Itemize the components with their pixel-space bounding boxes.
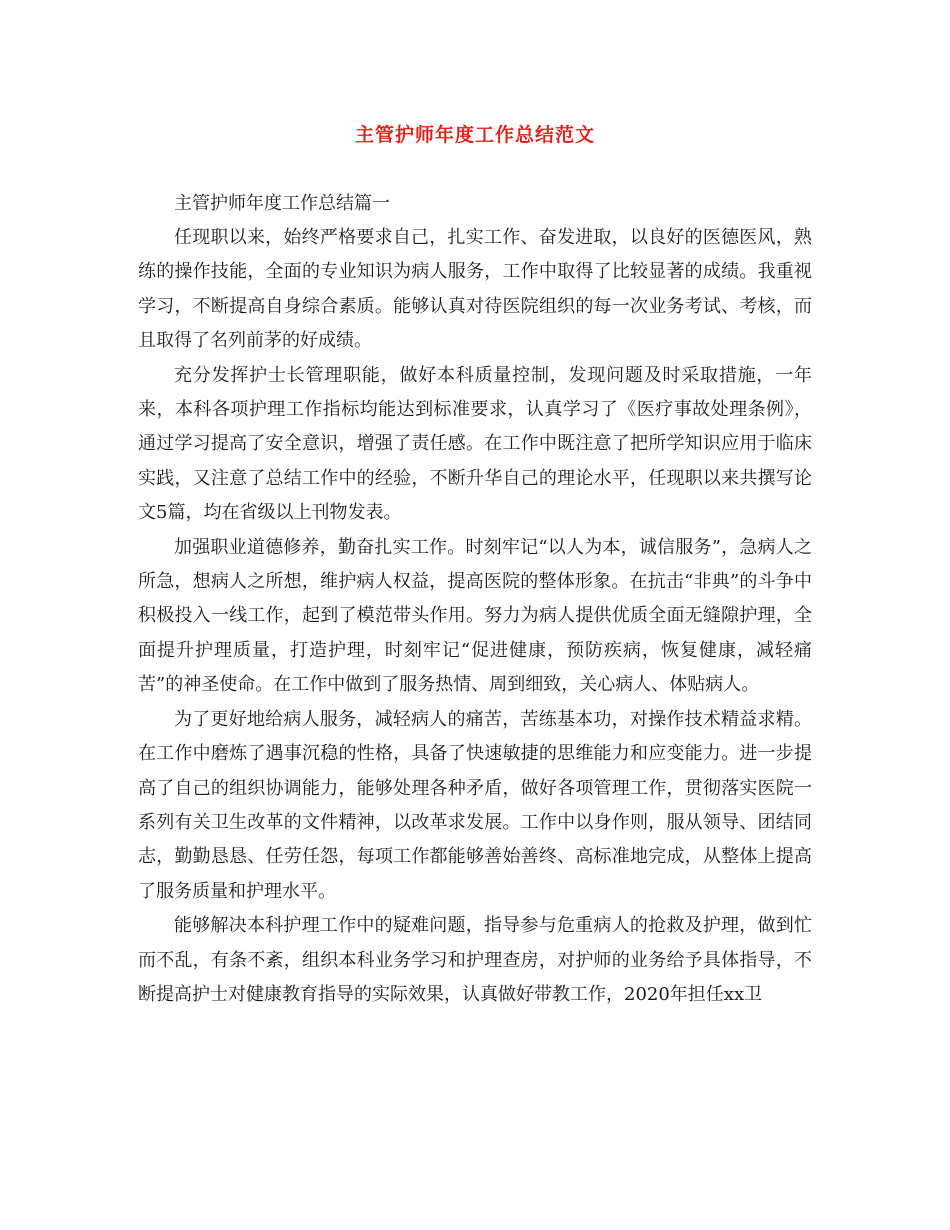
paragraph-4: 为了更好地给病人服务，减轻病人的痛苦，苦练基本功，对操作技术精益求精。在工作中磨炼了遇事沉稳的性格，具备了快速敏捷的思维能力和应变能力。进一步提高了自己的组织协调能力，能够处理各种矛盾，做好各项管理工作，贯彻落实医院一系列有关卫生改革的文件精神，以改革求发展。工作中以身作则，服从领导、团结同志，勤勤恳恳、任劳任怨，每项工作都能够善始善终、高标准地完成，从整体上提高了服务质量和护理水平。: [138, 708, 812, 902]
paragraph-2: 充分发挥护士长管理职能，做好本科质量控制，发现问题及时采取措施，一年来，本科各项护理工作指标均能达到标准要求，认真学习了《医疗事故处理条例》，通过学习提高了安全意识，增强了责任感。在工作中既注意了把所学知识应用于临床实践，又注意了总结工作中的经验，不断升华自己的理论水平，任现职以来共撰写论文5篇，均在省级以上刊物发表。: [138, 364, 812, 524]
paragraph-5: 能够解决本科护理工作中的疑难问题，指导参与危重病人的抢救及护理，做到忙而不乱，有条不紊，组织本科业务学习和护理查房，对护师的业务给予具体指导，不断提高护士对健康教育指导的实际效果，认真做好带教工作，2020年担任xx卫: [138, 915, 812, 1005]
paragraph-1: 任现职以来，始终严格要求自己，扎实工作、奋发进取，以良好的医德医风，熟练的操作技能，全面的专业知识为病人服务，工作中取得了比较显著的成绩。我重视学习，不断提高自身综合素质。能够认真对待医院组织的每一次业务考试、考核，而且取得了名列前茅的好成绩。: [138, 227, 812, 352]
paragraph-3: 加强职业道德修养，勤奋扎实工作。时刻牢记“以人为本，诚信服务”，急病人之所急，想病人之所想，维护病人权益，提高医院的整体形象。在抗击“非典”的斗争中积极投入一线工作，起到了模范带头作用。努力为病人提供优质全面无缝隙护理，全面提升护理质量，打造护理，时刻牢记“促进健康，预防疾病，恢复健康，减轻痛苦”的神圣使命。在工作中做到了服务热情、周到细致，关心病人、体贴病人。: [138, 536, 812, 696]
document-body: [138, 187, 812, 1012]
document-title: 主管护师年度工作总结范文: [354, 124, 595, 146]
section-heading: 主管护师年度工作总结篇一: [174, 193, 390, 214]
